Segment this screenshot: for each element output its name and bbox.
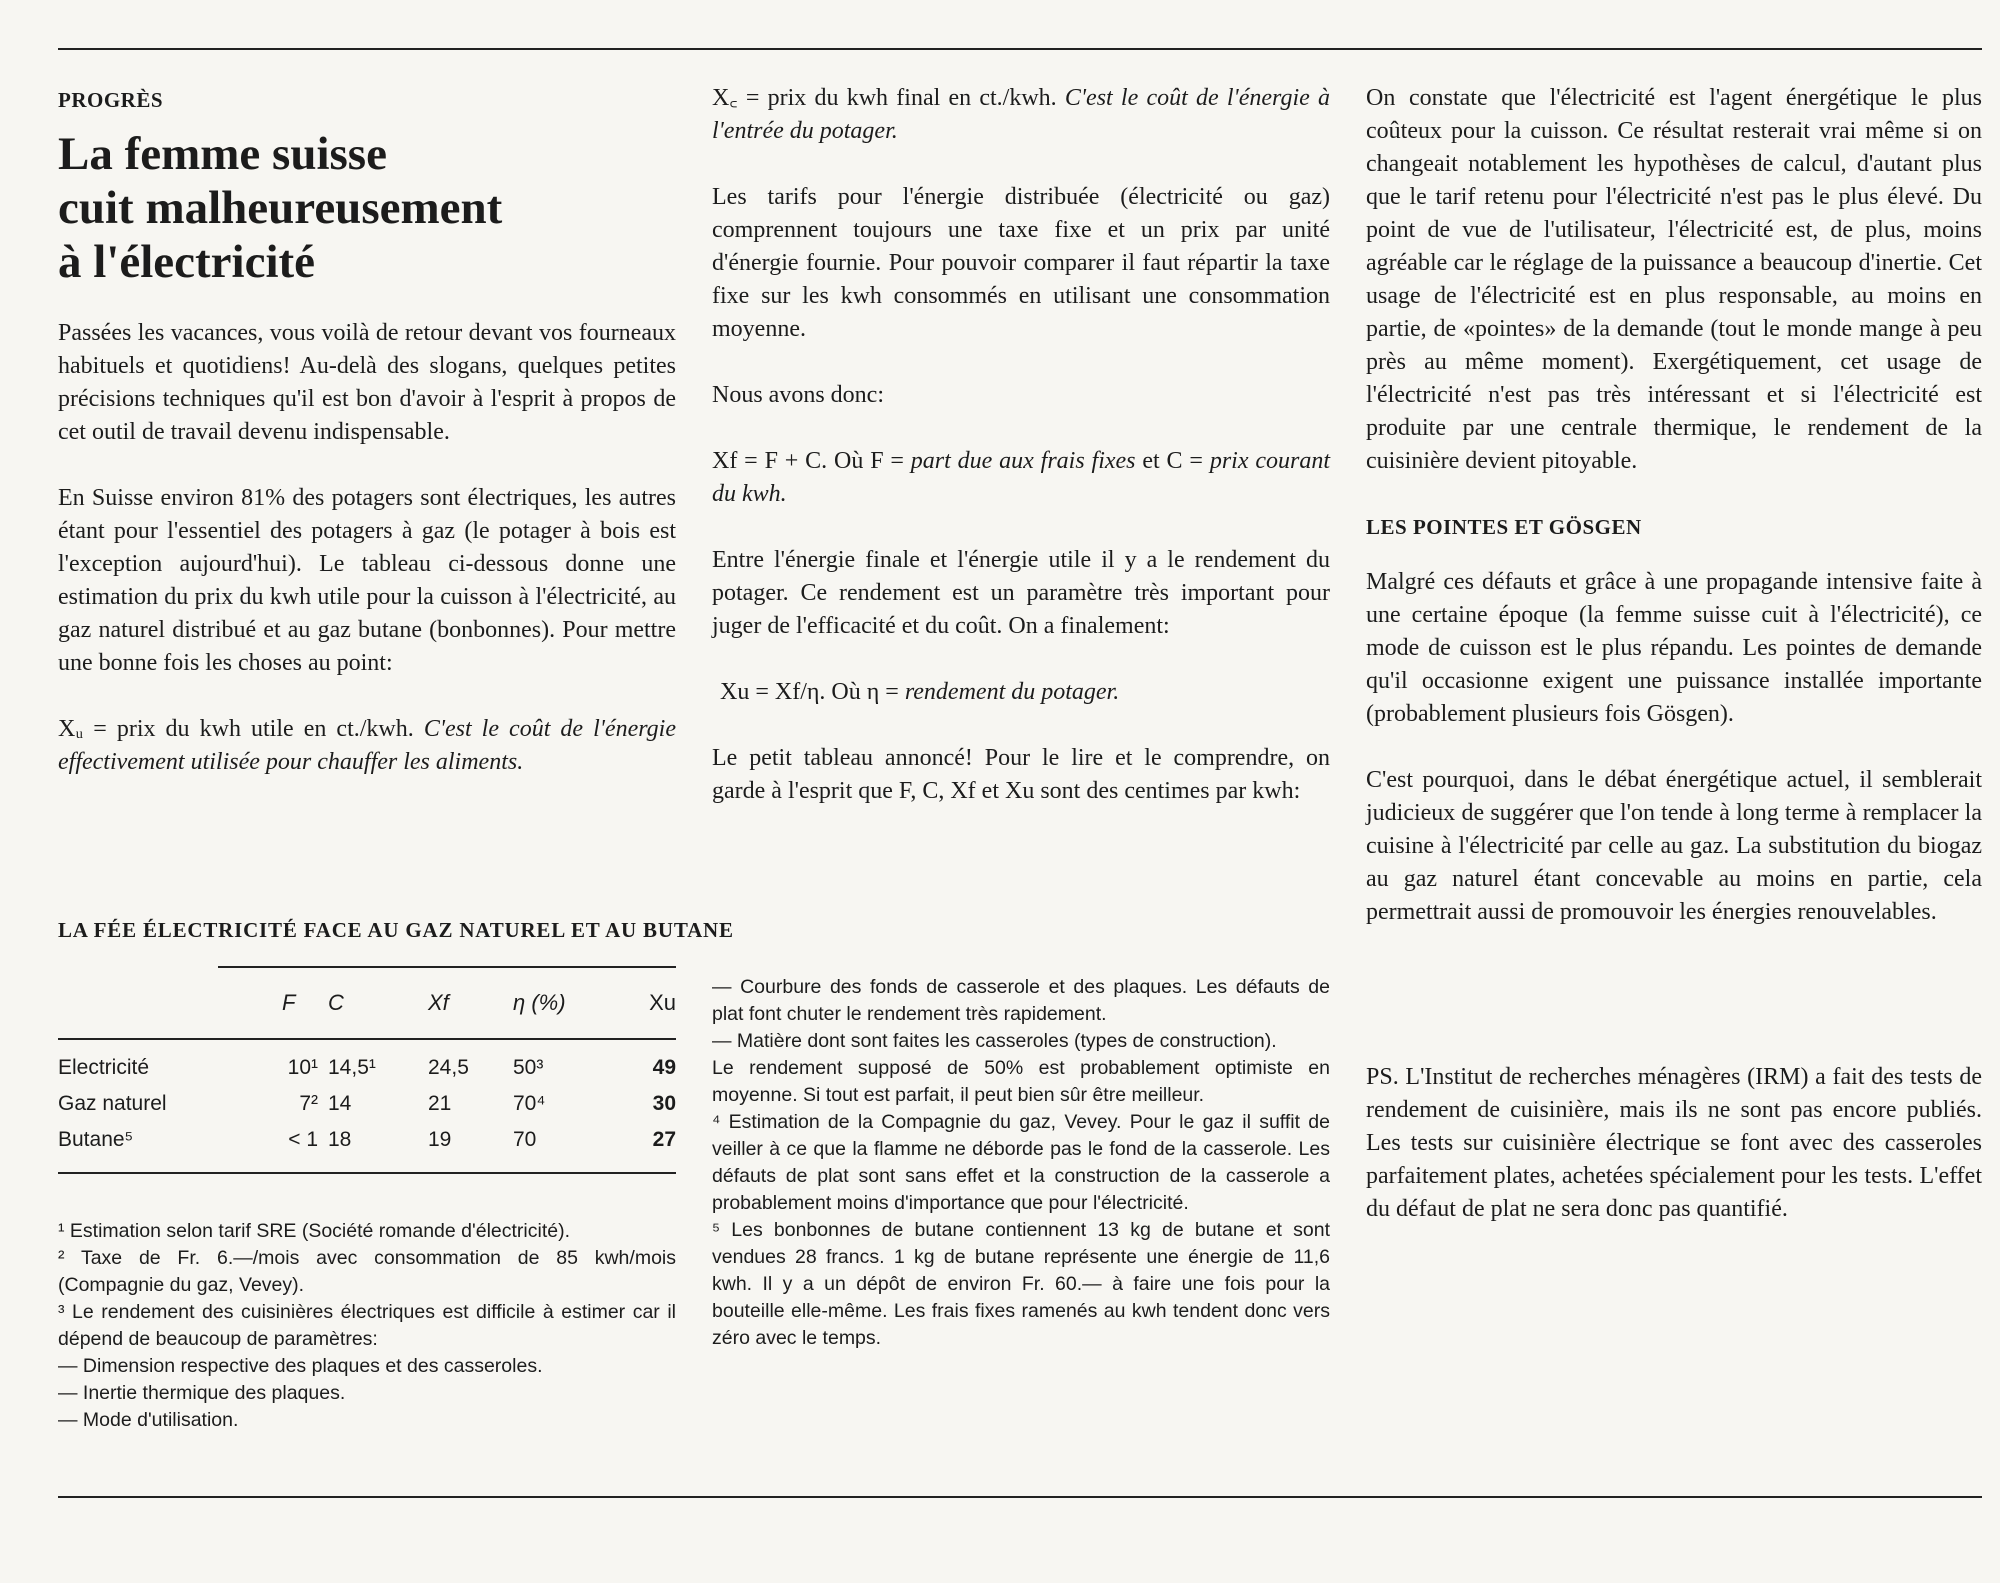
- footnote-3: ³ Le rendement des cuisinières électriques est difficile à estimer car il dépend de beaucoup de paramètres:: [58, 1301, 676, 1350]
- header-xu: Xu: [649, 990, 676, 1015]
- table-bottom-rule: [58, 1172, 676, 1174]
- cell-f: 7²: [299, 1092, 318, 1115]
- xu-definition: [58, 713, 676, 779]
- header-f: F: [282, 990, 296, 1015]
- bottom-rule: [58, 1496, 1982, 1498]
- xu-def-text: Xᵤ = prix du kwh utile en ct./kwh.: [58, 716, 424, 742]
- cell-f: 10¹: [287, 1056, 318, 1079]
- kicker: PROGRÈS: [58, 88, 164, 112]
- cell-c: 18: [328, 1128, 352, 1151]
- xf-formula-b: part due aux frais fixes: [910, 448, 1136, 474]
- cell-xf: 21: [428, 1092, 452, 1115]
- headline-line-3: à l'électricité: [58, 236, 316, 288]
- cell-xu: 49: [652, 1056, 676, 1079]
- footnote-3-item: — Matière dont sont faites les casseroles (types de construction).: [712, 1030, 1277, 1052]
- table-intro: Le petit tableau annoncé! Pour le lire et le comprendre, on garde à l'esprit que F, C, Xf et Xu sont des centimes par kwh:: [712, 745, 1330, 804]
- footnotes-left: [58, 1218, 676, 1434]
- header-xf: Xf: [428, 990, 449, 1015]
- xf-definition: [712, 82, 1330, 148]
- cell-xf: 24,5: [428, 1056, 469, 1079]
- xf-formula-a: Xf = F + C. Où F =: [712, 448, 911, 474]
- column-1: [58, 82, 676, 812]
- cell-xu: 30: [652, 1092, 676, 1115]
- cell-c: 14,5¹: [328, 1056, 376, 1079]
- stats-paragraph: En Suisse environ 81% des potagers sont électriques, les autres étant pour l'essentiel des potagers à gaz (le potager à bois est l'exception aujourd'hui). Le tableau ci-dessous donne une estimation du prix du kwh utile pour la cuisson à l'électricité, au gaz naturel distribué et au gaz butane (bonbonnes). Pour mettre une bonne fois les choses au point:: [58, 485, 676, 676]
- cell-xf: 19: [428, 1128, 452, 1151]
- row-label: Butane⁵: [58, 1128, 134, 1151]
- footnote-4: ⁴ Estimation de la Compagnie du gaz, Vevey. Pour le gaz il suffit de veiller à ce que la flamme ne déborde pas le fond de la casserole. Les défauts de plat sont sans effet et la construction de la casserole a probablement moins d'importance que pour l'électricité.: [712, 1111, 1330, 1214]
- table-header: [58, 968, 676, 1038]
- cell-eta: 70⁴: [513, 1092, 546, 1115]
- xu-formula: [712, 676, 1330, 709]
- tariff-paragraph: Les tarifs pour l'énergie distribuée (électricité ou gaz) comprennent toujours une taxe fixe et un prix par unité d'énergie fournie. Pour pouvoir comparer il faut répartir la taxe fixe sur les kwh consommés en utilisant une consommation moyenne.: [712, 184, 1330, 342]
- header-c: C: [328, 990, 344, 1015]
- footnotes-middle: [712, 974, 1330, 1352]
- headline-line-1: La femme suisse: [58, 128, 387, 180]
- footnote-3-item: — Courbure des fonds de casserole et des plaques. Les défauts de plat font chuter le rendement très rapidement.: [712, 976, 1330, 1025]
- top-rule: [58, 48, 1982, 50]
- table-row: [58, 1050, 676, 1086]
- recommendation-paragraph: C'est pourquoi, dans le débat énergétique actuel, il semblerait judicieux de suggérer que l'on tende à long terme à remplacer la cuisine à l'électricité par celle au gaz. La substitution du biogaz au gaz naturel étant concevable au moins en partie, cela permettrait aussi de promouvoir les énergies renouvelables.: [1366, 767, 1982, 925]
- footnote-3-item: — Inertie thermique des plaques.: [58, 1382, 346, 1404]
- section-heading: LES POINTES ET GÖSGEN: [1366, 515, 1642, 539]
- footnote-3-item: — Dimension respective des plaques et des casseroles.: [58, 1355, 543, 1377]
- xf-def-italic: C'est le coût de l'énergie à l'entrée du potager.: [712, 85, 1330, 144]
- xf-def-text: X꜀ = prix du kwh final en ct./kwh.: [712, 85, 1065, 111]
- ps-paragraph: PS. L'Institut de recherches ménagères (IRM) a fait des tests de rendement de cuisinière, mais ils ne sont pas encore publiés. Les tests sur cuisinière électrique se font avec des casseroles parfaitement plates, achetées spécialement pour les tests. L'effet du défaut de plat ne sera donc pas quantifié.: [1366, 1064, 1982, 1222]
- row-label: Electricité: [58, 1056, 150, 1079]
- xf-formula: [712, 445, 1330, 511]
- table-row: [58, 1086, 676, 1122]
- footnote-5: ⁵ Les bonbonnes de butane contiennent 13 kg de butane et sont vendues 28 francs. 1 kg de butane représente une énergie de 11,6 kwh. Il y a un dépôt de environ Fr. 60.— à faire une fois pour la bouteille elle-même. Les frais fixes ramenés au kwh tendent donc vers zéro avec le temps.: [712, 1219, 1330, 1349]
- footnote-3-item: — Mode d'utilisation.: [58, 1409, 239, 1431]
- row-label: Gaz naturel: [58, 1092, 167, 1115]
- cell-c: 14: [328, 1092, 352, 1115]
- xu-formula-a: Xu = Xf/η. Où η =: [720, 679, 905, 705]
- price-table: [58, 966, 676, 1174]
- table-row: [58, 1122, 676, 1158]
- xu-def-italic: C'est le coût de l'énergie effectivement utilisée pour chauffer les aliments.: [58, 716, 677, 775]
- footnote-2: ² Taxe de Fr. 6.—/mois avec consommation de 85 kwh/mois (Compagnie du gaz, Vevey).: [58, 1247, 676, 1296]
- nous-avons-donc: Nous avons donc:: [712, 382, 884, 408]
- xf-formula-d: prix courant du kwh.: [712, 448, 1330, 507]
- efficiency-paragraph: Entre l'énergie finale et l'énergie utile il y a le rendement du potager. Ce rendement est un paramètre très important pour juger de l'efficacité et du coût. On a finalement:: [712, 547, 1330, 639]
- column-2: [712, 82, 1330, 841]
- headline-line-2: cuit malheureusement: [58, 182, 503, 234]
- xf-formula-c: et C =: [1135, 448, 1210, 474]
- cell-eta: 50³: [513, 1056, 544, 1079]
- footnote-3-note: Le rendement supposé de 50% est probablement optimiste en moyenne. Si tout est parfait, il peut bien sûr être meilleur.: [712, 1057, 1330, 1106]
- cell-xu: 27: [652, 1128, 676, 1151]
- column-3: [1366, 82, 1982, 1259]
- cell-f: < 1: [288, 1128, 318, 1151]
- footnote-1: ¹ Estimation selon tarif SRE (Société romande d'électricité).: [58, 1220, 571, 1242]
- xu-formula-b: rendement du potager.: [904, 679, 1120, 705]
- headline: [58, 127, 676, 289]
- header-eta: η (%): [513, 990, 566, 1015]
- pointes-paragraph: Malgré ces défauts et grâce à une propagande intensive faite à une certaine époque (la femme suisse cuit à l'électricité), ce mode de cuisson est le plus répandu. Les pointes de demande qu'il occasionne exigent une puissance installée importante (probablement plusieurs fois Gösgen).: [1366, 569, 1982, 727]
- cell-eta: 70: [513, 1128, 537, 1151]
- table-title: LA FÉE ÉLECTRICITÉ FACE AU GAZ NATUREL ET AU BUTANE: [58, 918, 734, 942]
- conclusion-paragraph: On constate que l'électricité est l'agent énergétique le plus coûteux pour la cuisson. Ce résultat resterait vrai même si on changeait notablement les hypothèses de calcul, d'autant plus que le tarif retenu pour l'électricité n'est pas le plus élevé. Du point de vue de l'utilisateur, l'électricité est, de plus, moins agréable car le réglage de la puissance a beaucoup d'inertie. Cet usage de l'électricité est en plus responsable, au moins en partie, de «pointes» de la demande (tout le monde mange à peu près au même moment). Exergétiquement, cet usage de l'électricité n'est pas très intéressant et si l'électricité est produite par une centrale thermique, le rendement de la cuisinière devient pitoyable.: [1366, 85, 1982, 474]
- intro-paragraph: Passées les vacances, vous voilà de retour devant vos fourneaux habituels et quotidiens! Au-delà des slogans, quelques petites précisions techniques qu'il est bon d'avoir à l'esprit à propos de cet outil de travail devenu indispensable.: [58, 320, 676, 445]
